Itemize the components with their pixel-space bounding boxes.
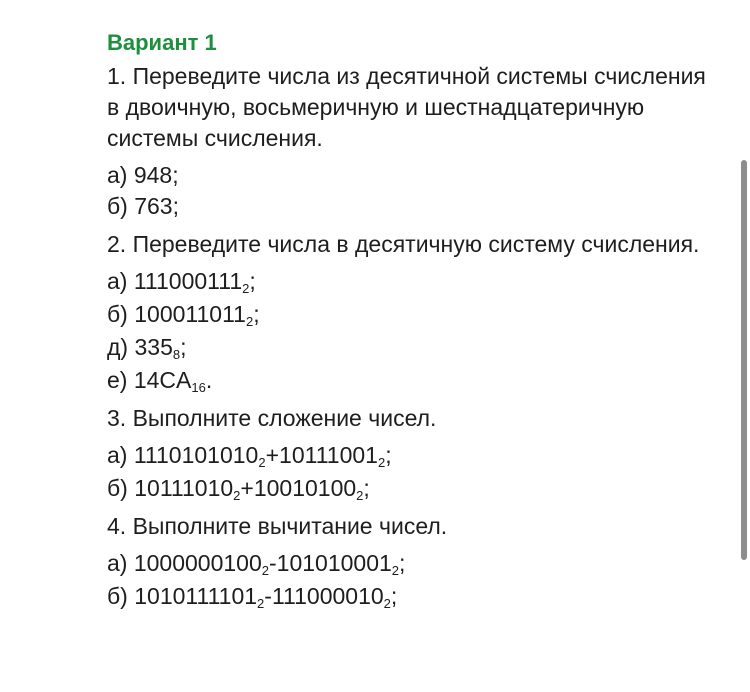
operand-b: 10010100	[253, 475, 357, 501]
task-2-item-a	[107, 266, 707, 297]
operator: +	[240, 475, 254, 501]
task-2-items	[107, 266, 707, 396]
item-suffix: ;	[180, 334, 187, 360]
operator: -	[269, 550, 277, 576]
base-subscript: 2	[356, 488, 364, 503]
base-subscript: 2	[377, 455, 386, 470]
task-1-item-a: а) 948;	[107, 162, 179, 188]
variant-title: Вариант 1	[107, 30, 217, 55]
vertical-scrollbar[interactable]	[741, 160, 747, 560]
item-suffix: ;	[385, 442, 392, 468]
task-2-text: 2. Переведите числа в десятичную систему счисления.	[107, 231, 700, 257]
operator: -	[264, 583, 272, 609]
item-prefix: б)	[107, 475, 135, 501]
base-subscript: 8	[172, 347, 181, 362]
base-subscript: 2	[257, 596, 265, 611]
task-3-items	[107, 440, 707, 504]
number: 100011011	[134, 301, 246, 327]
item-suffix: ;	[390, 583, 398, 609]
operand-b: 10111001	[279, 442, 378, 468]
item-suffix: ;	[253, 301, 260, 327]
task-2-item-d	[107, 332, 707, 363]
operand-a: 10111010	[134, 475, 234, 501]
number: 14CA	[133, 367, 192, 393]
task-1-items	[107, 160, 707, 222]
task-4-text: 4. Выполните вычитание чисел.	[107, 513, 448, 539]
base-subscript: 2	[391, 563, 400, 578]
item-suffix: ;	[363, 475, 370, 501]
base-subscript: 2	[233, 488, 241, 503]
operator: +	[265, 442, 280, 468]
item-prefix: б)	[107, 301, 135, 327]
base-subscript: 2	[245, 314, 254, 329]
task-4-items	[107, 548, 707, 612]
base-subscript: 2	[261, 563, 269, 578]
worksheet	[107, 28, 707, 619]
task-4-item-b	[107, 581, 707, 612]
operand-a: 1110101010	[133, 442, 259, 468]
item-prefix: е)	[107, 367, 134, 393]
item-suffix: .	[205, 367, 213, 393]
item-prefix: а)	[107, 550, 134, 576]
operand-b: 101010001	[276, 550, 392, 576]
item-prefix: д)	[107, 334, 135, 360]
task-2-item-b	[107, 299, 707, 330]
base-subscript: 2	[242, 281, 250, 296]
task-3-item-b	[107, 473, 707, 504]
item-prefix: а)	[107, 268, 134, 294]
task-2-item-e	[107, 365, 707, 396]
task-1-item-b: б) 763;	[107, 193, 179, 219]
task-3-item-a	[107, 440, 707, 471]
operand-b: 111000010	[271, 583, 384, 609]
number: 111000111	[133, 268, 243, 294]
task-4-item-a	[107, 548, 707, 579]
item-prefix: а)	[107, 442, 134, 468]
base-subscript: 2	[258, 455, 266, 470]
base-subscript: 16	[191, 380, 206, 395]
number: 335	[134, 334, 173, 360]
task-1-text: 1. Переведите числа из десятичной системы счисления в двоичную, восьмеричную и шестнадцатеричную системы счисления.	[107, 63, 706, 151]
item-prefix: б)	[107, 583, 135, 609]
operand-a: 1000000100	[133, 550, 262, 576]
task-3-text: 3. Выполните сложение чисел.	[107, 405, 437, 431]
base-subscript: 2	[383, 596, 391, 611]
operand-a: 1010111101	[134, 583, 258, 609]
item-suffix: ;	[249, 268, 256, 294]
item-suffix: ;	[399, 550, 406, 576]
